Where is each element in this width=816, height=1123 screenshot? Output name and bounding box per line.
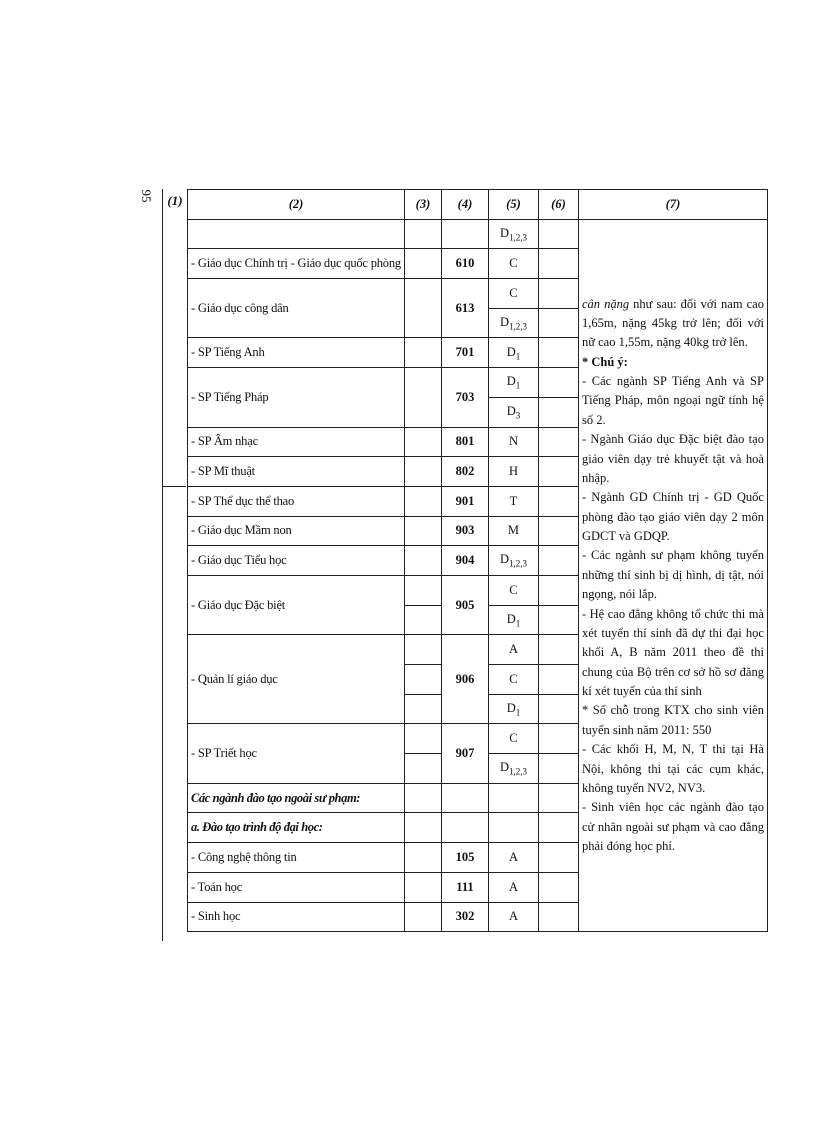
block-cell: $D_{1,2,3}$ [488,308,538,338]
note-paragraph: * Số chỗ trong KTX cho sinh viên tuyển sinh năm 2011: 550 [581,703,764,737]
header-col-6: (6) [538,190,578,220]
major-code: 901 [441,486,488,516]
major-code: 904 [441,546,488,576]
major-name: - SP Mĩ thuật [188,457,405,487]
page-number: 95 [139,189,154,203]
note-paragraph: cân nặng như sau: đối với nam cao 1,65m, nặng 45kg trở lên; đối với nữ cao 1,55m, nặng 40kg trở lên. [581,296,764,350]
admissions-table [187,189,768,932]
major-code: 907 [441,724,488,783]
block-cell: M [488,516,538,546]
section-subheading: a. Đào tạo trình độ đại học: [188,813,405,843]
major-code: 903 [441,516,488,546]
block-cell: H [488,457,538,487]
major-name: - Quản lí giáo dục [188,635,405,724]
section-heading: Các ngành đào tạo ngoài sư phạm: [188,783,405,813]
note-paragraph: - Ngành GD Chính trị - GD Quốc phòng đào tạo giáo viên dạy 2 môn GDCT và GDQP. [581,490,764,543]
major-name: - Sinh học [188,902,405,932]
major-name: - Công nghệ thông tin [188,843,405,873]
note-heading: * Chú ý: [581,354,628,369]
major-name: - SP Tiếng Pháp [188,368,405,427]
major-name: - Toán học [188,872,405,902]
header-col-2: (2) [188,190,405,220]
block-cell: C [488,279,538,309]
block-cell: N [488,427,538,457]
table-row [188,219,768,249]
major-name: - Giáo dục công dân [188,279,405,338]
header-col-4: (4) [441,190,488,220]
major-code: 105 [441,843,488,873]
notes-cell [578,219,767,932]
block-cell: $D_{1,2,3}$ [488,546,538,576]
major-code: 802 [441,457,488,487]
major-name: - SP Tiếng Anh [188,338,405,368]
major-code: 703 [441,368,488,427]
major-name: - SP Thể dục thể thao [188,486,405,516]
major-code: 302 [441,902,488,932]
block-cell: $D_3$ [488,397,538,427]
note-paragraph: - Các ngành SP Tiếng Anh và SP Tiếng Pháp, môn ngoại ngữ tính hệ số 2. [581,374,764,427]
header-col-7: (7) [578,190,767,220]
note-paragraph: - Các khối H, M, N, T thi tại Hà Nội, không thi tại các cụm khác, không tuyển NV2, NV3. [581,742,764,795]
note-paragraph: - Hệ cao đẳng không tổ chức thi mà xét tuyển thí sinh đã dự thi đại học khối A, B năm 2011 theo đề thi chung của Bộ trên cơ sở hồ sơ đăng kí xét tuyển của thí sinh [581,606,764,698]
column-1-left-border [162,189,163,941]
block-cell: $D_1$ [488,368,538,398]
major-code: 906 [441,635,488,724]
major-code: 801 [441,427,488,457]
major-name: - Giáo dục Mầm non [188,516,405,546]
table-header-row [188,190,768,220]
major-name: - SP Âm nhạc [188,427,405,457]
header-col-3: (3) [404,190,441,220]
block-cell: A [488,635,538,665]
major-code: 610 [441,249,488,279]
column-1-header: (1) [167,193,183,208]
block-cell: $D_1$ [488,605,538,635]
header-col-5: (5) [488,190,538,220]
block-cell: A [488,872,538,902]
major-name: - SP Triết học [188,724,405,783]
block-cell: A [488,843,538,873]
block-cell: T [488,486,538,516]
note-paragraph: - Sinh viên học các ngành đào tạo cử nhân ngoài sư phạm và cao đẳng phải đóng học phí. [581,800,764,853]
major-code: 701 [441,338,488,368]
major-code: 111 [441,872,488,902]
note-paragraph: - Ngành Giáo dục Đặc biệt đào tạo giáo viên dạy trẻ khuyết tật và hoà nhập. [581,432,764,485]
column-1-divider [162,486,186,487]
note-paragraph: - Các ngành sư phạm không tuyển những thí sinh bị dị hình, dị tật, nói ngọng, nói lắp. [581,548,764,602]
block-cell: $D_{1,2,3}$ [488,219,538,249]
block-cell: C [488,249,538,279]
block-cell: A [488,902,538,932]
block-cell: C [488,724,538,754]
major-code: 905 [441,575,488,634]
block-cell: C [488,665,538,695]
block-cell: $D_{1,2,3}$ [488,754,538,784]
block-cell: $D_1$ [488,338,538,368]
major-code: 613 [441,279,488,338]
major-name: - Giáo dục Đặc biệt [188,575,405,634]
major-name: - Giáo dục Tiểu học [188,546,405,576]
block-cell: C [488,575,538,605]
block-cell: $D_1$ [488,694,538,724]
major-name: - Giáo dục Chính trị - Giáo dục quốc phòng [188,249,405,279]
